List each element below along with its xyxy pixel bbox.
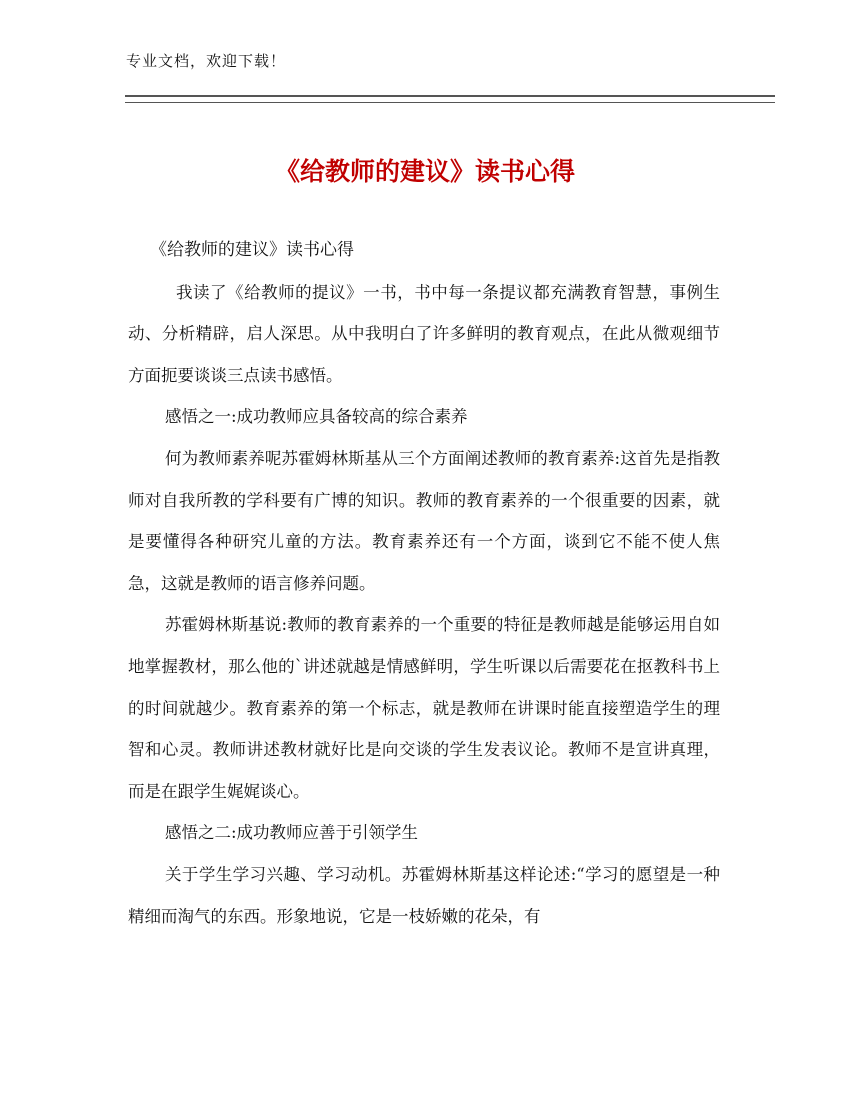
paragraph-teaching-mastery: 苏霍姆林斯基说:教师的教育素养的一个重要的特征是教师越是能够运用自如地掌握教材，那么他的`讲述就越是情感鲜明，学生听课以后需要花在抠教科书上的时间就越少。教育素养的第一个标志，就是教师在讲课时能直接塑造学生的理智和心灵。教师讲述教材就好比是向交谈的学生发表议论。教师不是宣讲真理，而是在跟学生娓娓谈心。 bbox=[128, 615, 720, 801]
document-title: 《给教师的建议》读书心得 bbox=[274, 157, 575, 186]
paragraph-teacher-literacy: 何为教师素养呢苏霍姆林斯基从三个方面阐述教师的教育素养:这首先是指教师对自我所教的学科要有广博的知识。教师的教育素养的一个很重要的因素，就是要懂得各种研究儿童的方法。教育素养还有一个方面，谈到它不能不使人焦急，这就是教师的语言修养问题。 bbox=[128, 448, 720, 593]
section-heading-1: 感悟之一:成功教师应具备较高的综合素养 bbox=[165, 407, 468, 427]
document-body bbox=[128, 230, 720, 937]
header-divider bbox=[125, 95, 775, 103]
document-subtitle: 《给教师的建议》读书心得 bbox=[150, 240, 354, 260]
section-heading-2: 感悟之二:成功教师应善于引领学生 bbox=[165, 823, 419, 843]
paragraph-intro: 我读了《给教师的提议》一书，书中每一条提议都充满教育智慧，事例生动、分析精辟，启人深思。从中我明白了许多鲜明的教育观点，在此从微观细节方面扼要谈谈三点读书感悟。 bbox=[128, 282, 720, 385]
paragraph-learning-interest: 关于学生学习兴趣、学习动机。苏霍姆林斯基这样论述:“学习的愿望是一种精细而淘气的东西。形象地说，它是一枝娇嫩的花朵，有 bbox=[128, 864, 720, 926]
page-header-text: 专业文档，欢迎下载！ bbox=[126, 52, 287, 70]
